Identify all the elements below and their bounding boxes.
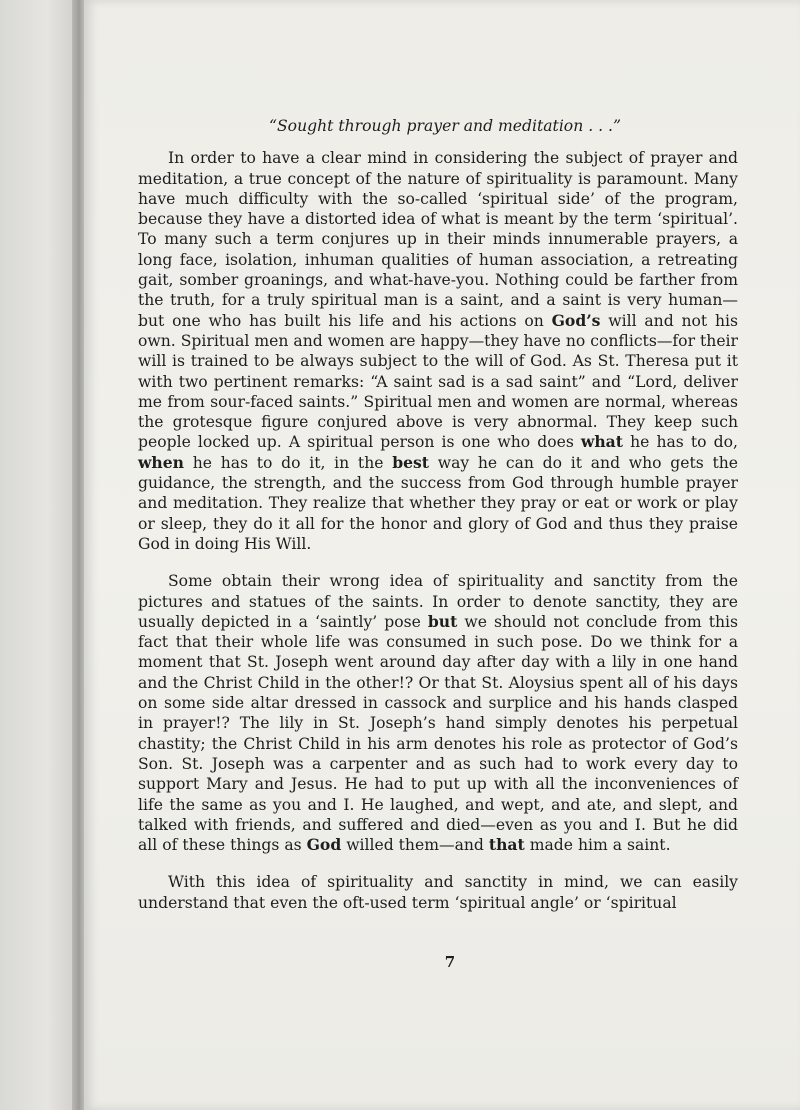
text-segment: he has to do, (623, 433, 738, 452)
page-number: 7 (444, 953, 456, 971)
text-segment: made him a saint. (524, 836, 671, 855)
text-segment: Some obtain their wrong idea of spirituality and sanctity from the pictures and statues of the saints. In order to denote sanctity, they are usually depicted in a ‘saintly’ pose (138, 572, 738, 631)
paragraph-3 (138, 872, 738, 913)
text-segment: we should not conclude from this fact that their whole life was consumed in such pose. Do we think for a moment that St. Joseph went around day after day with a lily in one hand and the Christ Child in the other!? Or that St. Aloysius spent all of his days on some side altar dressed in cassock and surplice and his hands clasped in prayer!? The lily in St. Joseph’s hand simply denotes his perpetual chastity; the Christ Child in his arm denotes his role as protector of God’s Son. St. Joseph was a carpenter and as such had to work every day to support Mary and Jesus. He had to put up with all the inconveniences of life the same as you and I. He laughed, and wept, and ate, and slept, and talked with friends, and suffered and died—even as you and I. But he did all of these things as (138, 612, 738, 855)
text-segment: In order to have a clear mind in considering the subject of prayer and meditation, a true concept of the nature of spirituality is paramount. Many have much difficulty with the so-called ‘spiritual side’ of the program, because they have a distorted idea of what is meant by the term ‘spiritual’. To many such a term conjures up in their minds innumerable prayers, a long face, isolation, inhuman qualities of human association, a retreating gait, somber groanings, and what-have-you. Nothing could be farther from the truth, for a truly spiritual man is a saint, and a saint is very human—but one who has built his life and his actions on (138, 149, 738, 330)
bold-text-segment: best (392, 452, 429, 472)
bold-text-segment: when (138, 452, 185, 472)
bold-text-segment: what (580, 432, 623, 452)
page-text (138, 116, 738, 913)
book-page (84, 0, 800, 1110)
text-segment: With this idea of spirituality and sanctity in mind, we can easily understand that even the oft-used term ‘spiritual angle’ or ‘spiritual (138, 873, 738, 912)
bold-text-segment: God (306, 835, 342, 855)
bold-text-segment: God’s (551, 310, 601, 330)
text-segment: way he can do it and who gets the guidance, the strength, and the success from God through humble prayer and meditation. They realize that whether they pray or eat or work or play or sleep, they do it all for the honor and glory of God and thus they praise God in doing His Will. (138, 453, 738, 553)
bold-text-segment: but (427, 611, 458, 631)
paragraph-1 (138, 148, 738, 554)
text-segment: he has to do it, in the (184, 453, 393, 472)
bold-text-segment: that (488, 835, 525, 855)
text-segment: will and not his own. Spiritual men and women are happy—they have no conflicts—for their will is trained to be always subject to the will of God. As St. Theresa put it with two pertinent remarks: “A saint sad is a sad saint” and “Lord, deliver me from sour-faced saints.” Spiritual men and women are normal, whereas the grotesque figure conjured above is very abnormal. They keep such people locked up. A spiritual person is one who does (138, 311, 738, 452)
facing-page-edge (0, 0, 78, 1110)
text-segment: willed them—and (341, 836, 489, 855)
section-heading: “Sought through prayer and meditation . . .” (269, 117, 621, 135)
paragraph-2 (138, 571, 738, 855)
